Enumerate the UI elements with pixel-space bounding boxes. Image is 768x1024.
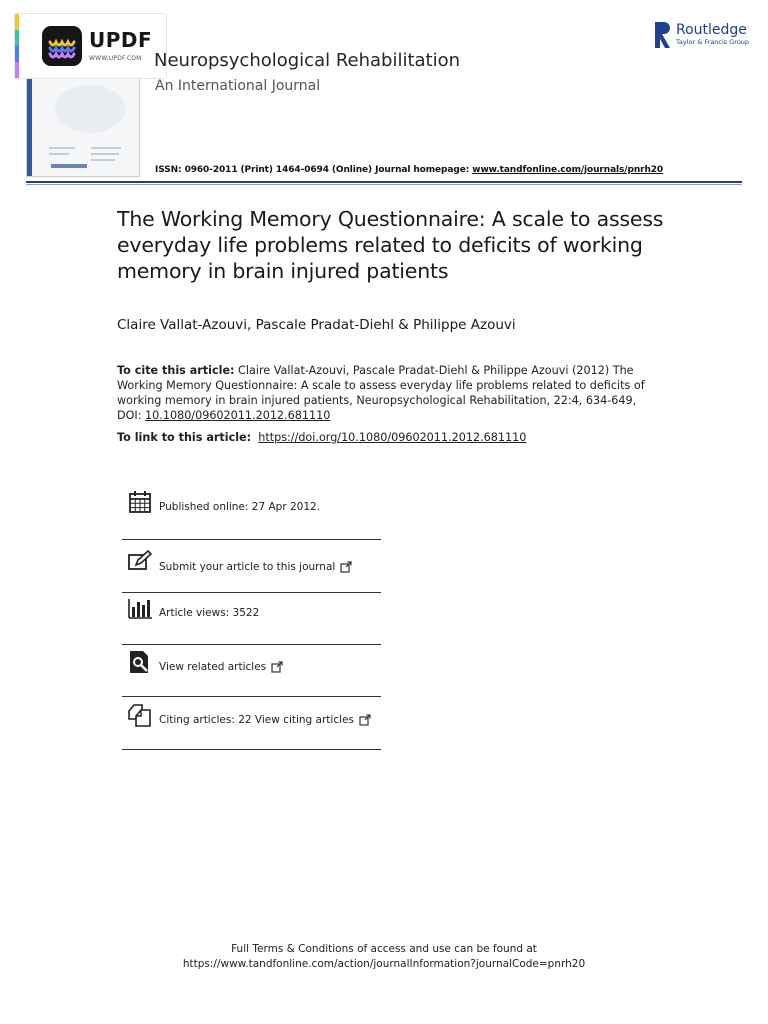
updf-logo-icon (42, 26, 82, 66)
routledge-logo-icon (655, 22, 671, 48)
document-search-icon (128, 650, 152, 674)
publisher-name: Routledge (676, 22, 747, 38)
article-title: The Working Memory Questionnaire: A scale to assess everyday life problems related to deficits of working memory in brain injured patients (117, 207, 664, 283)
journal-title: Neuropsychological Rehabilitation (154, 50, 461, 71)
cite-doi-link[interactable]: 10.1080/09602011.2012.681110 (145, 409, 331, 422)
published-date: Published online: 27 Apr 2012. (159, 500, 321, 513)
article-doi-link[interactable]: https://doi.org/10.1080/09602011.2012.681110 (258, 431, 527, 444)
calendar-icon (128, 490, 152, 514)
submit-article-link[interactable]: Submit your article to this journal (159, 560, 336, 573)
external-link-icon (340, 561, 352, 573)
info-divider (122, 749, 381, 750)
issn-text: ISSN: 0960-2011 (Print) 1464-0694 (Online) Journal homepage: (155, 165, 473, 175)
link-label: To link to this article: (117, 431, 252, 444)
citing-row[interactable] (122, 693, 381, 746)
publisher-sub: Taylor & Francis Group (676, 38, 750, 46)
published-row (122, 480, 381, 533)
related-row[interactable] (122, 640, 381, 693)
journal-subtitle: An International Journal (155, 78, 321, 94)
updf-brand: UPDF (89, 28, 153, 52)
related-articles-link[interactable]: View related articles (159, 660, 267, 673)
article-link-line (117, 431, 526, 444)
article-views: Article views: 3522 (159, 606, 260, 619)
external-link-icon (359, 714, 371, 726)
header-divider (26, 181, 742, 183)
terms-url[interactable]: https://www.tandfonline.com/action/journalInformation?journalCode=pnrh20 (182, 958, 586, 970)
citing-articles-link[interactable]: Citing articles: 22 View citing articles (159, 713, 354, 726)
header-divider-thin (26, 184, 742, 185)
article-authors: Claire Vallat-Azouvi, Pascale Pradat-Diehl & Philippe Azouvi (117, 317, 516, 333)
issn-line (155, 165, 663, 175)
external-link-icon (271, 661, 283, 673)
edit-icon (128, 550, 152, 574)
cite-text: Claire Vallat-Azouvi, Pascale Pradat-Diehl & Philippe Azouvi (2012) The Working Memory Questionnaire: A scale to assess everyday life problems related to deficits of working memory in brain injured patients, Neuropsychological Rehabilitation, 22:4, 634-649, DOI: (117, 364, 645, 422)
updf-watermark (14, 13, 167, 79)
bar-chart-icon (128, 596, 152, 620)
updf-url: WWW.UPDF.COM (89, 55, 142, 62)
views-row (122, 586, 381, 639)
citation-block (117, 363, 657, 423)
terms-footer (0, 942, 768, 972)
citing-documents-icon (128, 703, 152, 727)
terms-line-1: Full Terms & Conditions of access and use can be found at (231, 943, 537, 955)
cite-label: To cite this article: (117, 364, 235, 377)
journal-homepage-link[interactable]: www.tandfonline.com/journals/pnrh20 (472, 165, 664, 175)
